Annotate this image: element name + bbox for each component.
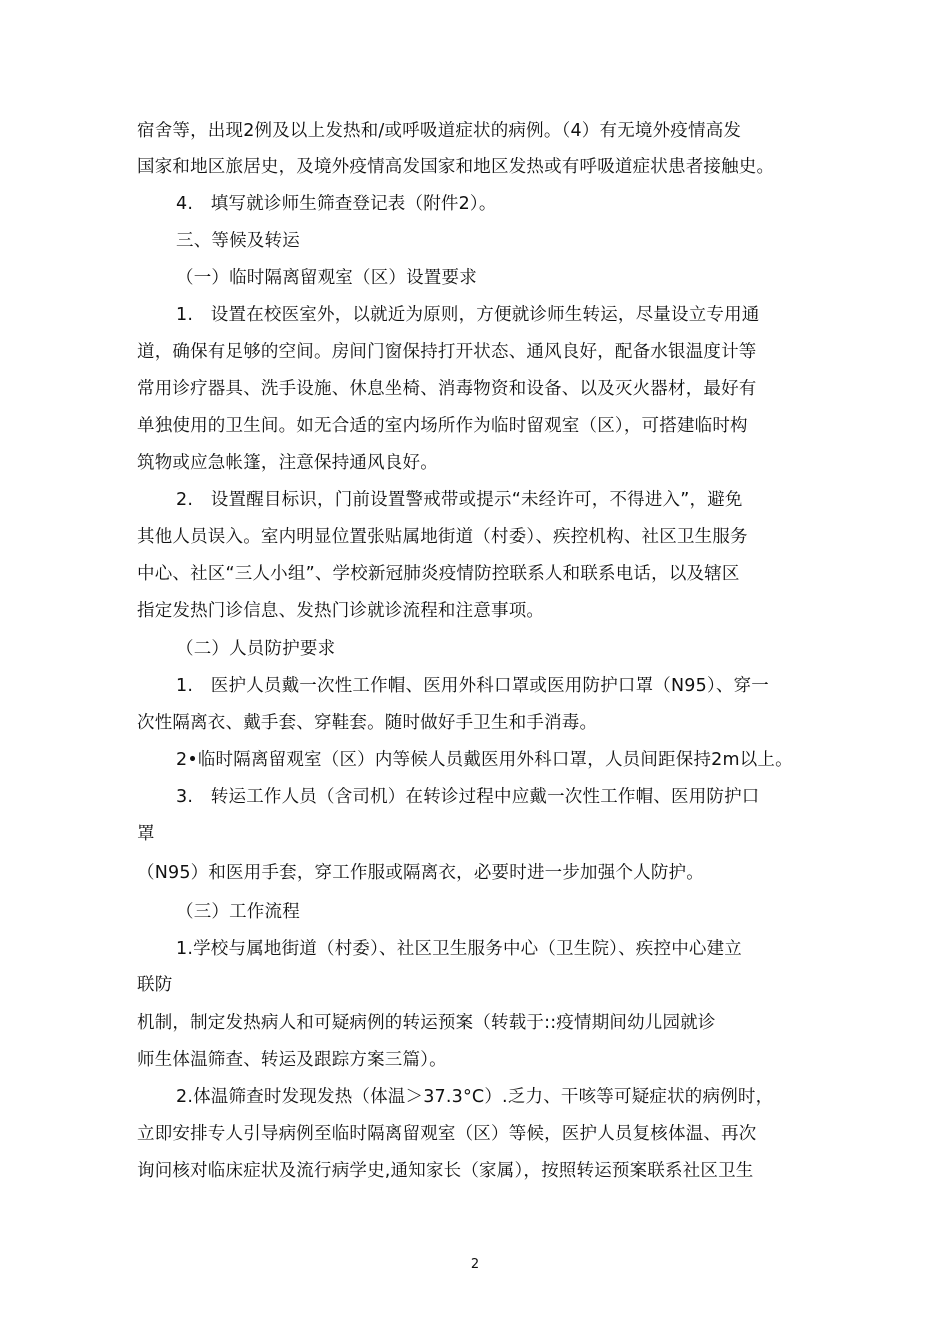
body-text-line: 立即安排专人引导病例至临时隔离留观室（区）等候，医护人员复核体温、再次 bbox=[137, 1124, 757, 1144]
body-text-line: 筑物或应急帐篷，注意保持通风良好。 bbox=[137, 453, 438, 473]
body-text-line: 联防 bbox=[137, 975, 173, 995]
page-number: 2 bbox=[470, 1257, 480, 1272]
body-text-line: 询问核对临床症状及流行病学史,通知家长（家属），按照转运预案联系社区卫生 bbox=[137, 1161, 754, 1181]
body-text-line: 罩 bbox=[137, 824, 155, 844]
body-text-line: 宿舍等，出现2例及以上发热和/或呼吸道症状的病例。（4）有无境外疫情高发 bbox=[137, 121, 742, 141]
subsection-heading: （一）临时隔离留观室（区）设置要求 bbox=[176, 268, 477, 288]
body-text-line: 其他人员误入。室内明显位置张贴属地街道（村委）、疾控机构、社区卫生服务 bbox=[137, 527, 748, 547]
body-text-line: 单独使用的卫生间。如无合适的室内场所作为临时留观室（区），可搭建临时构 bbox=[137, 416, 748, 436]
body-text-line: 国家和地区旅居史，及境外疫情高发国家和地区发热或有呼吸道症状患者接触史。 bbox=[137, 157, 775, 177]
list-item: 1. 医护人员戴一次性工作帽、医用外科口罩或医用防护口罩（N95）、穿一 bbox=[176, 676, 770, 696]
body-text-line: 指定发热门诊信息、发热门诊就诊流程和注意事项。 bbox=[137, 601, 545, 621]
body-text-line: 机制，制定发热病人和可疑病例的转运预案（转载于::疫情期间幼儿园就诊 bbox=[137, 1013, 716, 1033]
body-text-line: 次性隔离衣、戴手套、穿鞋套。随时做好手卫生和手消毒。 bbox=[137, 713, 598, 733]
body-text-line: 中心、社区“三人小组”、学校新冠肺炎疫情防控联系人和联系电话，以及辖区 bbox=[137, 564, 740, 584]
list-item: 1.学校与属地街道（村委）、社区卫生服务中心（卫生院）、疾控中心建立 bbox=[176, 939, 742, 959]
section-heading: 三、等候及转运 bbox=[176, 231, 300, 251]
subsection-heading: （三）工作流程 bbox=[176, 902, 300, 922]
list-item: 1. 设置在校医室外，以就近为原则，方便就诊师生转运，尽量设立专用通 bbox=[176, 305, 760, 325]
body-text-line: 师生体温筛查、转运及跟踪方案三篇）。 bbox=[137, 1050, 447, 1070]
body-text-line: 道，确保有足够的空间。房间门窗保持打开状态、通风良好，配备水银温度计等 bbox=[137, 342, 757, 362]
list-item: 2. 设置醒目标识，门前设置警戒带或提示“未经许可，不得进入”，避免 bbox=[176, 490, 743, 510]
list-item: 3. 转运工作人员（含司机）在转诊过程中应戴一次性工作帽、医用防护口 bbox=[176, 787, 760, 807]
body-text-line: 常用诊疗器具、洗手设施、休息坐椅、消毒物资和设备、以及灭火器材，最好有 bbox=[137, 379, 757, 399]
list-item: 4. 填写就诊师生筛查登记表（附件2）。 bbox=[176, 194, 497, 214]
subsection-heading: （二）人员防护要求 bbox=[176, 639, 336, 659]
list-item: 2.体温筛查时发现发热（体温＞37.3°C）.乏力、干咳等可疑症状的病例时， bbox=[176, 1087, 774, 1107]
body-text-line: （N95）和医用手套，穿工作服或隔离衣，必要时进一步加强个人防护。 bbox=[137, 863, 704, 883]
list-item: 2•临时隔离留观室（区）内等候人员戴医用外科口罩，人员间距保持2m以上。 bbox=[176, 750, 793, 770]
